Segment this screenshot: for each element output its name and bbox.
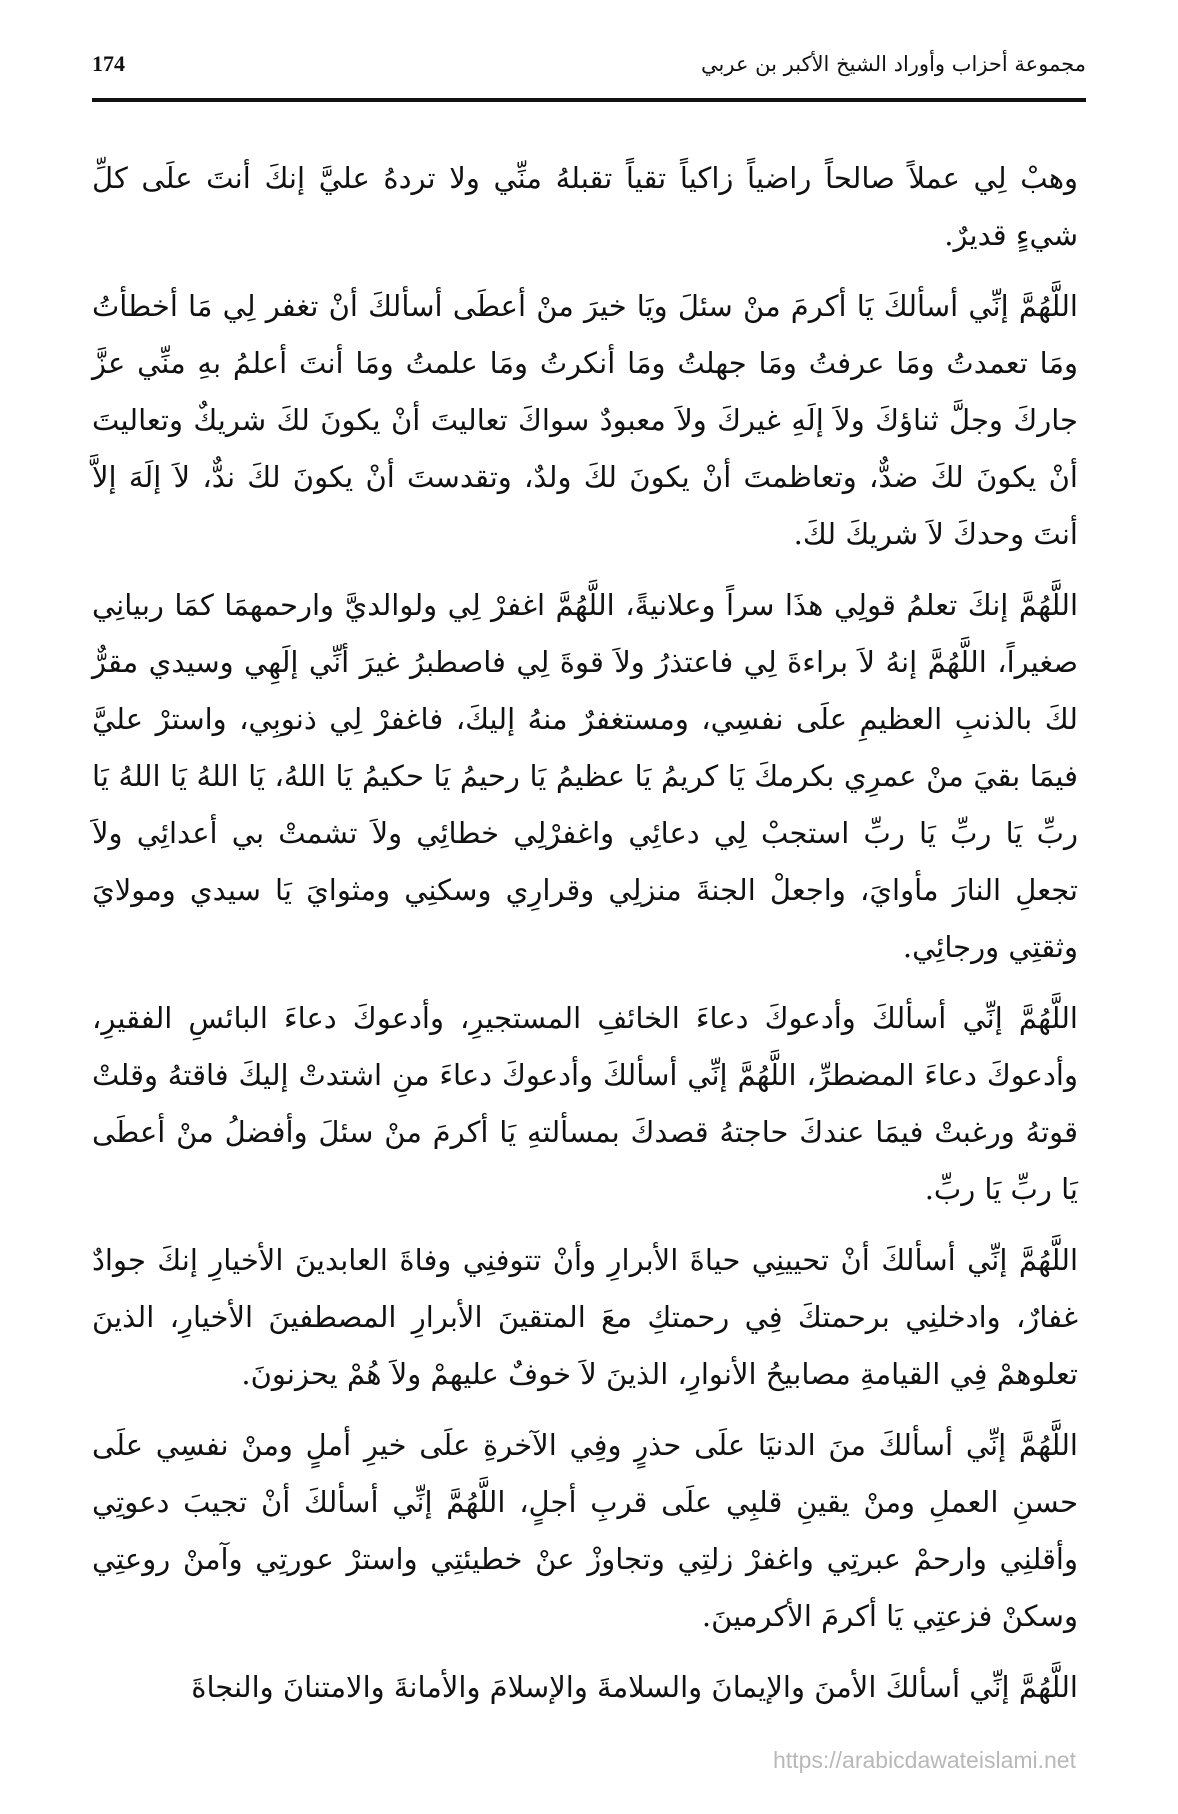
page-header <box>92 38 1086 90</box>
header-rule <box>92 98 1086 102</box>
page-number: 174 <box>92 51 125 76</box>
paragraph: اللَّهُمَّ إنِّي أسألكَ أنْ تحيينِي حياةَ الأبرارِ وأنْ تتوفنِي وفاةَ العابدينَ الأخيارِ إنكَ جوادٌ غفارٌ، وادخلنِي برحمتكَ فِي رحمتكِ معَ المتقينَ الأبرارِ المصطفينَ الأخيارِ، الذينَ تعلوهمْ فِي القيامةِ مصابيحُ الأنوارِ، الذينَ لاَ خوفٌ عليهمْ ولاَ هُمْ يحزنونَ. <box>92 1243 1078 1391</box>
watermark-url: https://arabicdawateislami.net <box>773 1747 1076 1773</box>
paragraph: وهبْ لِي عملاً صالحاً راضياً زاكياً تقياً تقبلهُ منِّي ولا تردهُ عليَّ إنكَ أنتَ علَى كلِّ شيءٍ قديرٌ. <box>92 161 1078 252</box>
paragraph: اللَّهُمَّ إنِّي أسألكَ وأدعوكَ دعاءَ الخائفِ المستجيرِ، وأدعوكَ دعاءَ البائسِ الفقيرِ، وأدعوكَ دعاءَ المضطرِّ، اللَّهُمَّ إنِّي أسألكَ وأدعوكَ دعاءَ منِ اشتدتْ إليكَ فاقتهُ وقلتْ قوتهُ ورغبتْ فيمَا عندكَ حاجتهُ قصدكَ بمسألتهِ يَا أكرمَ منْ سئلَ وأفضلُ منْ أعطَى يَا ربِّ يَا ربِّ. <box>92 1001 1078 1206</box>
running-title: مجموعة أحزاب وأوراد الشيخ الأكبر بن عربي <box>701 52 1086 76</box>
paragraph: اللَّهُمَّ إنِّي أسألكَ يَا أكرمَ منْ سئلَ ويَا خيرَ منْ أعطَى أسألكَ أنْ تغفر لِي مَا أخطأتُ ومَا تعمدتُ ومَا عرفتُ ومَا جهلتُ ومَا أنكرتُ ومَا علمتُ ومَا أنتَ أعلمُ بهِ منِّي عزَّ جاركَ وجلَّ ثناؤكَ ولاَ إلَهِ غيركَ ولاَ معبودٌ سواكَ تعاليتَ أنْ يكونَ لكَ شريكٌ وتعاليتَ أنْ يكونَ لكَ ضدٌّ، وتعاظمتَ أنْ يكونَ لكَ ولدٌ، وتقدستَ أنْ يكونَ لكَ ندٌّ، لاَ إلَهَ إلاَّ أنتَ وحدكَ لاَ شريكَ لكَ. <box>92 289 1078 551</box>
paragraph: اللَّهُمَّ إنكَ تعلمُ قولِي هذَا سراً وعلانيةً، اللَّهُمَّ اغفرْ لِي ولوالديَّ وارحمهمَا كمَا ربيانِي صغيراً، اللَّهُمَّ إنهُ لاَ براءةَ لِي فاعتذرُ ولاَ قوةَ لِي فاصطبرُ غيرَ أنِّي إلَهِي وسيدي مقرٌّ لكَ بالذنبِ العظيمِ علَى نفسِي، ومستغفرٌ منهُ إليكَ، فاغفرْ لِي ذنوبِي، واسترْ عليَّ فيمَا بقيَ منْ عمرِي بكرمكَ يَا كريمُ يَا عظيمُ يَا رحيمُ يَا حكيمُ يَا اللهُ، يَا اللهُ يَا اللهُ يَا ربِّ يَا ربِّ يَا ربِّ استجبْ لِي دعائِي واغفرْلِي خطائِي ولاَ تشمتْ بي أعدائِي ولاَ تجعلِ النارَ مأوايَ، واجعلْ الجنةَ منزلِي وقرارِي وسكنِي ومثوايَ يَا سيدي ومولايَ وثقتِي ورجائِي. <box>92 588 1078 964</box>
paragraph: اللَّهُمَّ إنِّي أسألكَ منَ الدنيَا علَى حذرٍ وفِي الآخرةِ علَى خيرِ أملٍ ومنْ نفسِي علَى حسنِ العملِ ومنْ يقينِ قلبِي علَى قربِ أجلٍ، اللَّهُمَّ إنِّي أسألكَ أنْ تجيبَ دعوتِي وأقلنِي وارحمْ عبرتِي واغفرْ زلتِي وتجاوزْ عنْ خطيئتِي واسترْ عورتِي وآمنْ روعتِي وسكنْ فزعتِي يَا أكرمَ الأكرمينَ. <box>92 1428 1078 1633</box>
paragraph: اللَّهُمَّ إنِّي أسألكَ الأمنَ والإيمانَ والسلامةَ والإسلامَ والأمانةَ والامتنانَ والنجاةَ <box>191 1670 1078 1704</box>
page-body <box>92 150 1078 1730</box>
